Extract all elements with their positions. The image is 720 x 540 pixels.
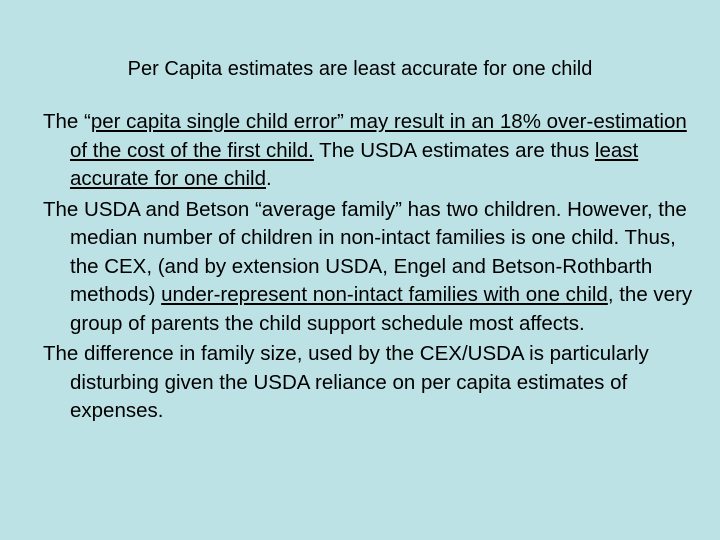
paragraph-family-size	[43, 340, 693, 426]
text-segment: .	[266, 167, 272, 190]
text-segment: The difference in family size, used by the CEX/USDA is particularly disturbing given the USDA reliance on per capita estimates of expenses.	[43, 342, 649, 422]
slide-title: Per Capita estimates are least accurate for one child	[127, 58, 593, 80]
paragraph-average-family	[43, 196, 693, 339]
text-segment: The USDA estimates are thus	[313, 138, 595, 162]
slide-body	[43, 108, 693, 428]
paragraph-per-capita-error	[43, 108, 693, 194]
text-segment: The “	[43, 110, 91, 133]
text-segment: The USDA and Betson “average family” has two children. However, the median number of children in non-intact families is one child. Thus, the CEX, (and by extension USDA, Engel and Betson-Rothbarth methods)	[43, 197, 687, 306]
underlined-text-segment: least accurate for one child	[70, 138, 639, 190]
underlined-text-segment: under-represent non-intact families with one child	[161, 283, 608, 306]
underlined-text-segment: per capita single child error” may result in an 18% over-estimation of the cost of the first child.	[70, 110, 687, 162]
text-segment: , the very group of parents the child support schedule most affects.	[70, 283, 693, 335]
